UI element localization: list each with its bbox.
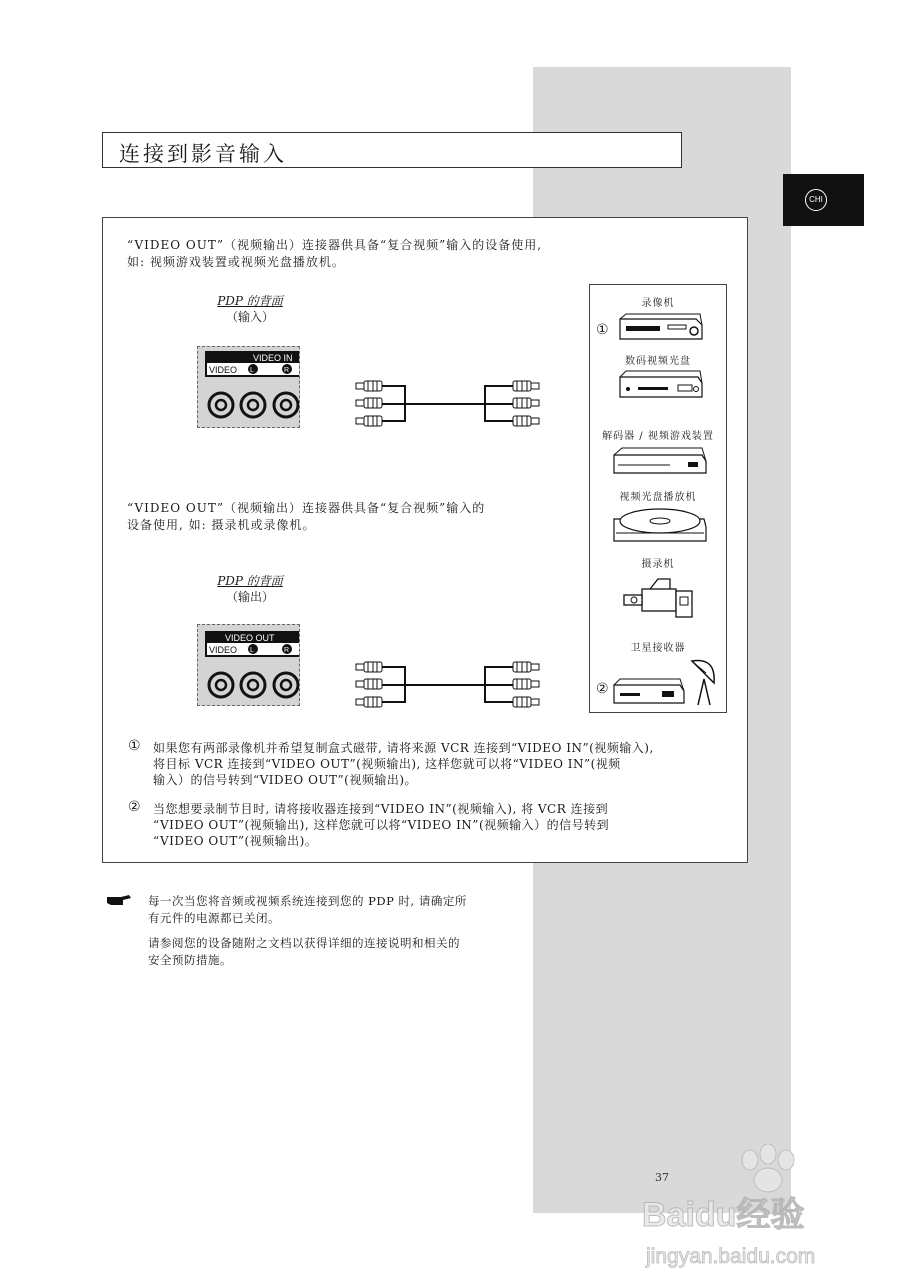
jack-icon [209,393,233,417]
panel-out [197,624,300,706]
language-tab [783,174,864,226]
baidu-watermark [640,1140,870,1280]
panel-out-header: VIDEO OUT [225,633,275,643]
intro-middle-line: “VIDEO OUT”（视频输出）连接器供具备“复合视频”输入的 [127,501,486,515]
rca-cable-icon [355,378,540,430]
satellite-receiver-icon [610,653,725,709]
note-1 [128,740,728,788]
intro-top [127,237,587,271]
intro-middle-line: 设备使用, 如: 摄录机或录像机。 [127,518,316,532]
language-tab-label: CHI [805,189,827,211]
panel-in [197,346,300,428]
vcr-icon [616,313,706,343]
panel-out-sub: （输出） [225,590,274,604]
bottom-note-line: 每一次当您将音频或视频系统连接到您的 PDP 时, 请确定所 [148,894,467,908]
intro-top-line: 如: 视频游戏装置或视频光盘播放机。 [127,255,345,269]
note-2-line: “VIDEO OUT”(视频输出), 这样您就可以将“VIDEO IN”(视频输入）的信号转到 [153,818,610,832]
panel-out-caption: PDP 的背面 [217,574,283,588]
pointing-hand-icon [105,891,133,909]
panel-in-caption: PDP 的背面 [217,294,283,308]
panel-out-r-label: R [284,647,290,654]
device-num-1: ① [596,322,609,338]
bottom-note-line: 安全预防措施。 [148,953,232,967]
device-list [589,284,727,713]
panel-in-l-label: L [250,367,254,374]
jack-icon [241,673,265,697]
panel-out-l-label: L [250,647,254,654]
note-1-line: 如果您有两部录像机并希望复制盒式磁带, 请将来源 VCR 连接到“VIDEO IN”(视频输入), [153,741,654,755]
bottom-note-line: 请参阅您的设备随附之文档以获得详细的连接说明和相关的 [148,936,460,950]
device-label-satellite: 卫星接收器 [630,643,686,654]
bottom-note [148,893,528,969]
jack-icon [241,393,265,417]
device-label-decoder: 解码器 / 视频游戏装置 [602,431,714,442]
dvd-player-icon [616,369,706,401]
jack-icon [209,673,233,697]
page-number: 37 [655,1171,669,1184]
device-label-vcr: 录像机 [641,298,675,309]
device-num-2: ② [596,681,609,697]
device-label-dvd: 数码视频光盘 [625,356,691,367]
note-2-num: ② [128,799,142,815]
jack-icon [274,393,298,417]
note-1-line: 将目标 VCR 连接到“VIDEO OUT”(视频输出), 这样您就可以将“VIDEO IN”(视频 [153,757,621,771]
device-label-laserdisc: 视频光盘播放机 [619,492,697,503]
jack-icon [274,673,298,697]
watermark-brand: Baidu经验 [642,1196,805,1234]
paw-logo-icon [742,1144,794,1192]
note-2-line: “VIDEO OUT”(视频输出)。 [153,834,318,848]
panel-out-video-label: VIDEO [209,645,238,655]
rca-cable-icon [355,659,540,711]
laserdisc-icon [610,505,710,547]
decoder-icon [610,445,710,477]
intro-middle [127,500,567,534]
note-2 [128,801,728,849]
intro-top-line: “VIDEO OUT”（视频输出）连接器供具备“复合视频”输入的设备使用, [127,238,543,252]
watermark-url: jingyan.baidu.com [646,1245,816,1268]
panel-in-header: VIDEO IN [253,353,293,363]
bottom-note-line: 有元件的电源都已关闭。 [148,911,280,925]
page-title: 连接到影音输入 [102,132,682,168]
panel-in-video-label: VIDEO [209,365,238,375]
camcorder-icon [620,577,700,621]
note-1-line: 输入）的信号转到“VIDEO OUT”(视频输出)。 [153,773,418,787]
panel-in-r-label: R [284,367,290,374]
note-2-line: 当您想要录制节目时, 请将接收器连接到“VIDEO IN”(视频输入), 将 VCR 连接到 [153,802,609,816]
panel-in-sub: （输入） [225,310,274,324]
note-1-num: ① [128,738,142,754]
device-label-camcorder: 摄录机 [641,559,675,570]
